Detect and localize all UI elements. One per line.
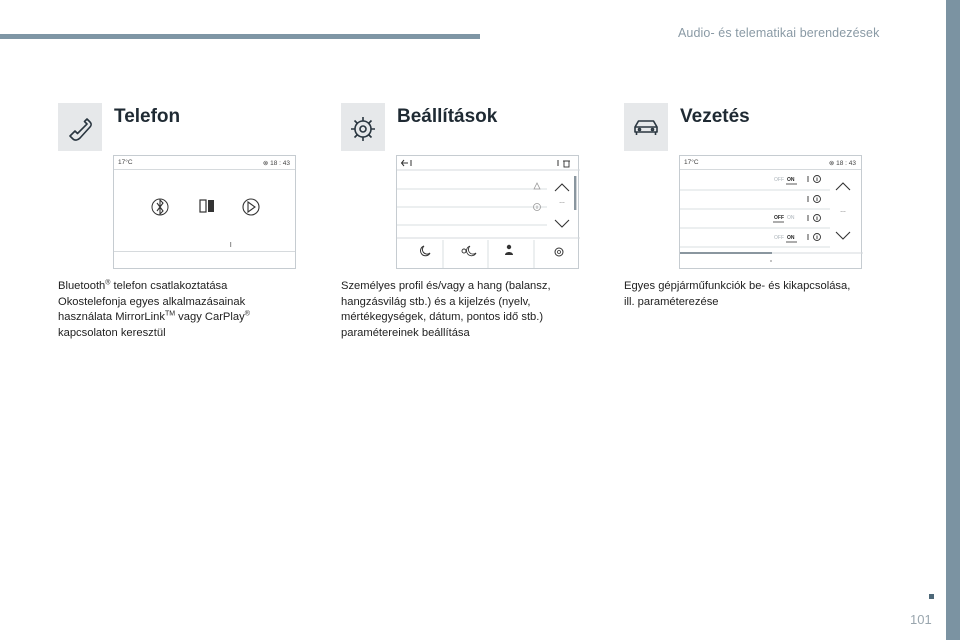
- desc-line: mértékegységek, dátum, pontos idő stb.): [341, 311, 544, 323]
- gear-icon: [341, 103, 385, 151]
- toggle-off-label: OFF: [774, 235, 784, 241]
- warning-icon: [534, 183, 540, 189]
- desc-line: hangzásvilág stb.) és a kijelzés (nyelv,: [341, 295, 531, 308]
- page-progress-bar: [680, 252, 772, 254]
- screen-temperature: 17°C: [118, 159, 133, 166]
- toggle-off-label: OFF: [774, 215, 784, 221]
- page-number: 101: [910, 612, 932, 627]
- brightness-icon: [462, 246, 476, 256]
- page-marker: [929, 594, 934, 599]
- scroll-up-icon: [555, 184, 569, 191]
- section-description: [58, 279, 308, 341]
- driving-screen-illustration: [679, 155, 862, 269]
- desc-line: Személyes profil és/vagy a hang (balansz,: [341, 280, 551, 292]
- desc-line: paramétereinek beállítása: [341, 326, 470, 339]
- screen-indicator: [230, 242, 231, 247]
- toggle-off-label: OFF: [774, 177, 784, 183]
- section-title: Beállítások: [397, 106, 498, 127]
- desc-line: ill. paraméterezése: [624, 295, 719, 308]
- system-settings-icon: [555, 248, 563, 256]
- smartphone-mirror-icon: [200, 200, 214, 212]
- section-title: Telefon: [114, 106, 181, 127]
- car-icon: [624, 103, 668, 151]
- back-arrow-icon: [402, 160, 412, 166]
- screen-temperature: 17°C: [684, 159, 699, 166]
- screen-clock: ⊗ 18 : 43: [828, 160, 856, 167]
- toggle-on-label: ON: [787, 235, 795, 241]
- scroll-down-icon: [836, 232, 850, 239]
- scroll-up-icon: [836, 183, 850, 190]
- chapter-side-tab: [946, 0, 960, 640]
- desc-line: Okostelefonja egyes alkalmazásainak: [58, 295, 246, 308]
- scroll-down-icon: [555, 220, 569, 227]
- toggle-on-label: ON: [787, 177, 795, 183]
- chapter-title: Audio- és telematikai berendezések: [678, 26, 880, 40]
- scrollbar-thumb: [574, 176, 576, 210]
- desc-line: Bluetooth® telefon csatlakoztatása: [58, 279, 228, 292]
- section-title: Vezetés: [680, 106, 750, 127]
- toggle-on-label: ON: [787, 215, 795, 221]
- more-dots: …: [559, 199, 565, 205]
- row-info-icons: [814, 176, 821, 241]
- phone-handset-icon: [58, 103, 102, 151]
- phone-screen-illustration: [113, 155, 296, 269]
- trash-icon: [563, 161, 570, 167]
- carplay-icon: [243, 199, 259, 215]
- settings-screen-illustration: [396, 155, 579, 269]
- section-description: [624, 279, 874, 310]
- header-rule: [0, 34, 480, 39]
- user-profile-icon: [505, 245, 513, 255]
- night-mode-icon: [421, 246, 430, 256]
- desc-line: kapcsolaton keresztül: [58, 326, 166, 339]
- screen-clock: ⊗ 18 : 43: [262, 160, 290, 167]
- bluetooth-icon: [152, 199, 168, 215]
- section-description: [341, 279, 591, 341]
- more-dots: …: [840, 208, 846, 214]
- desc-line: használata MirrorLink™ vagy CarPlay®: [58, 310, 250, 323]
- desc-line: Egyes gépjárműfunkciók be- és kikapcsolása,: [624, 280, 851, 292]
